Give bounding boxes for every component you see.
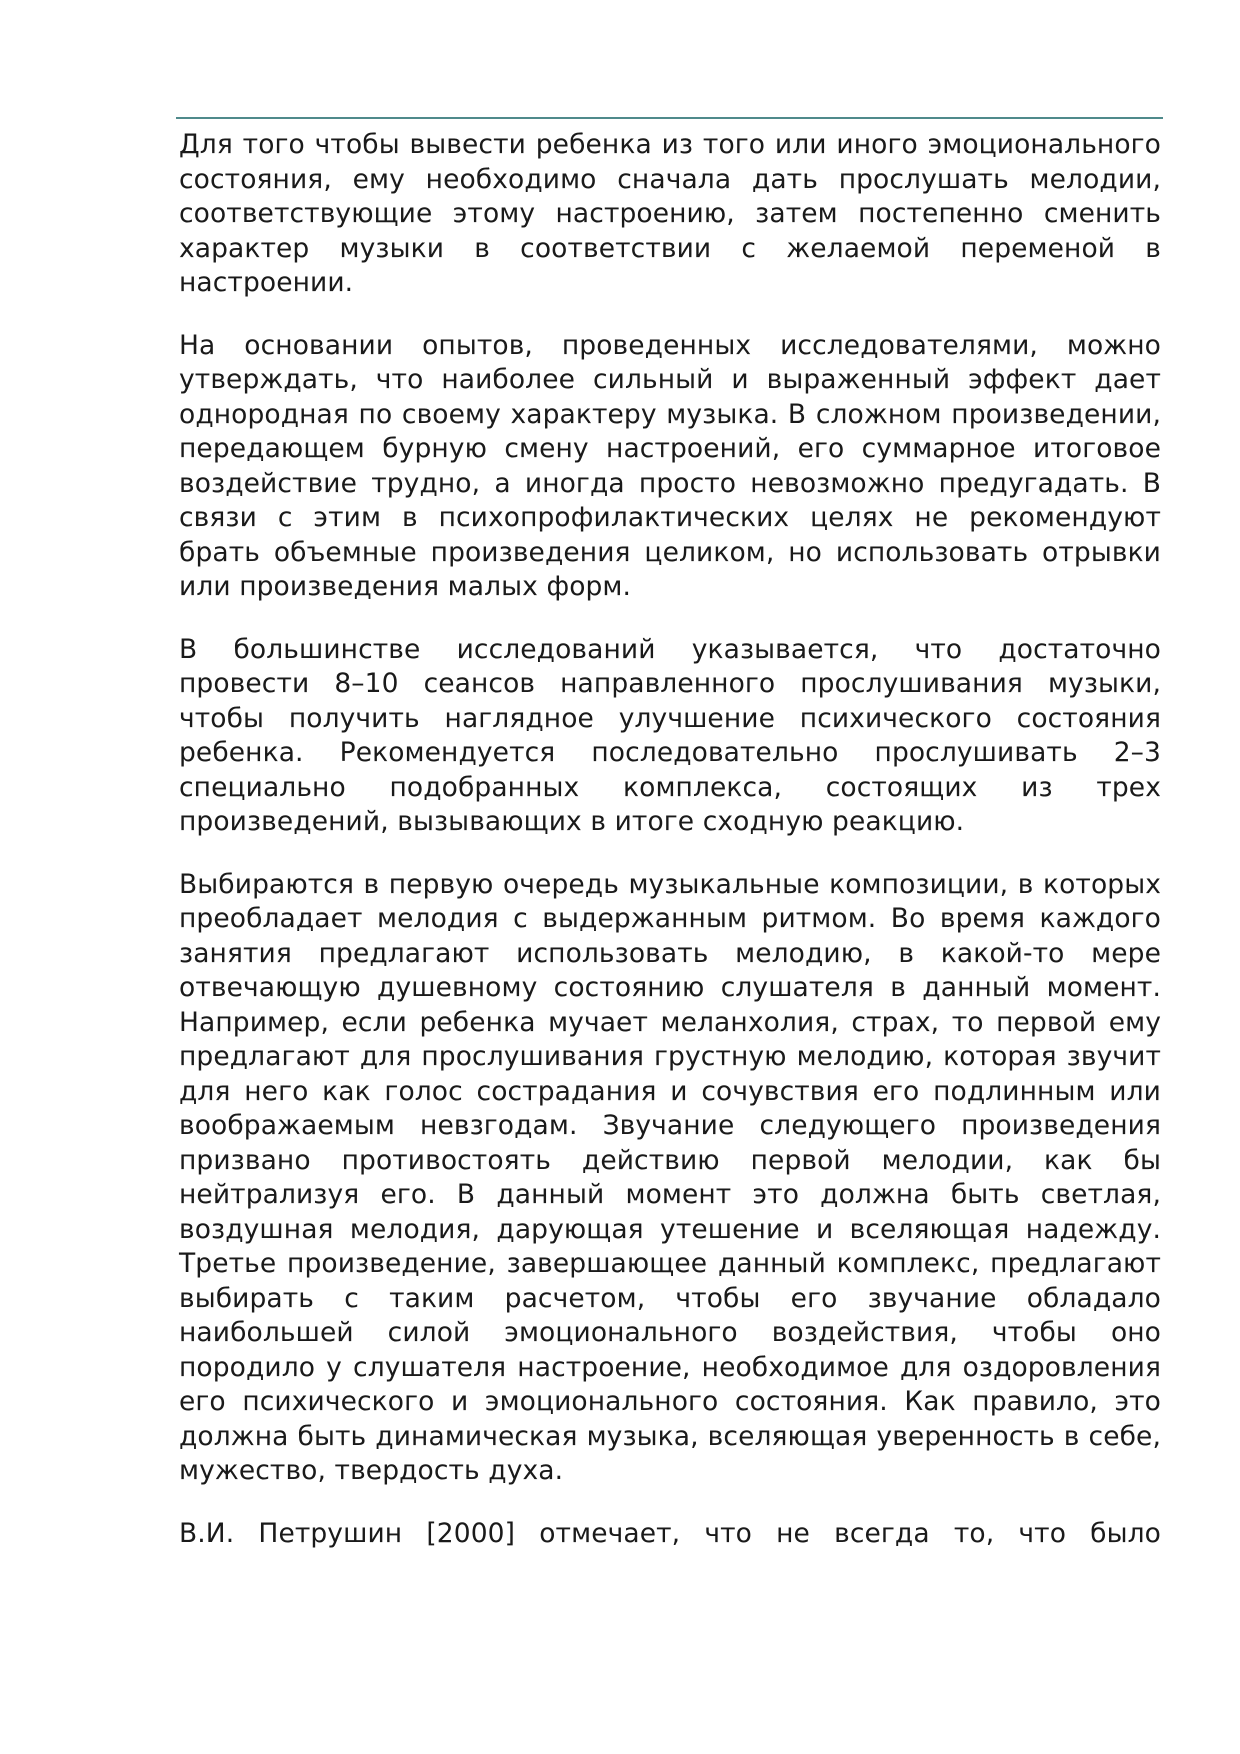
- paragraph-1: Для того чтобы вывести ребенка из того или иного эмоционального состояния, ему необходимо сначала дать прослушать мелодии, соответствующие этому настроению, затем постепенно сменить характер музыки в соответствии с желаемой переменой в настроении.: [179, 129, 1161, 298]
- header-divider: [176, 117, 1163, 119]
- paragraph-2: На основании опытов, проведенных исследователями, можно утверждать, что наиболее сильный и выраженный эффект дает однородная по своему характеру музыка. В сложном произведении, передающем бурную смену настроений, его суммарное итоговое воздействие трудно, а иногда просто невозможно предугадать. В связи с этим в психопрофилактических целях не рекомендуют брать объемные произведения целиком, но использовать отрывки или произведения малых форм.: [179, 329, 1161, 602]
- paragraph-3: В большинстве исследований указывается, что достаточно провести 8–10 сеансов направленного прослушивания музыки, чтобы получить наглядное улучшение психического состояния ребенка. Рекомендуется последовательно прослушивать 2–3 специально подобранных комплекса, состоящих из трех произведений, вызывающих в итоге сходную реакцию.: [179, 633, 1161, 837]
- document-body: [179, 128, 1161, 1551]
- paragraph-4: Выбираются в первую очередь музыкальные композиции, в которых преобладает мелодия с выдержанным ритмом. Во время каждого занятия предлагают использовать мелодию, в какой-то мере отвечающую душевному состоянию слушателя в данный момент. Например, если ребенка мучает меланхолия, страх, то первой ему предлагают для прослушивания грустную мелодию, которая звучит для него как голос сострадания и сочувствия его подлинным или воображаемым невзгодам. Звучание следующего произведения призвано противостоять действию первой мелодии, как бы нейтрализуя его. В данный момент это должна быть светлая, воздушная мелодия, дарующая утешение и вселяющая надежду. Третье произведение, завершающее данный комплекс, предлагают выбирать с таким расчетом, чтобы его звучание обладало наибольшей силой эмоционального воздействия, чтобы оно породило у слушателя настроение, необходимое для оздоровления его психического и эмоционального состояния. Как правило, это должна быть динамическая музыка, вселяющая уверенность в себе, мужество, твердость духа.: [179, 868, 1161, 1486]
- paragraph-5: В.И. Петрушин [2000] отмечает, что не всегда то, что было: [179, 1517, 1161, 1549]
